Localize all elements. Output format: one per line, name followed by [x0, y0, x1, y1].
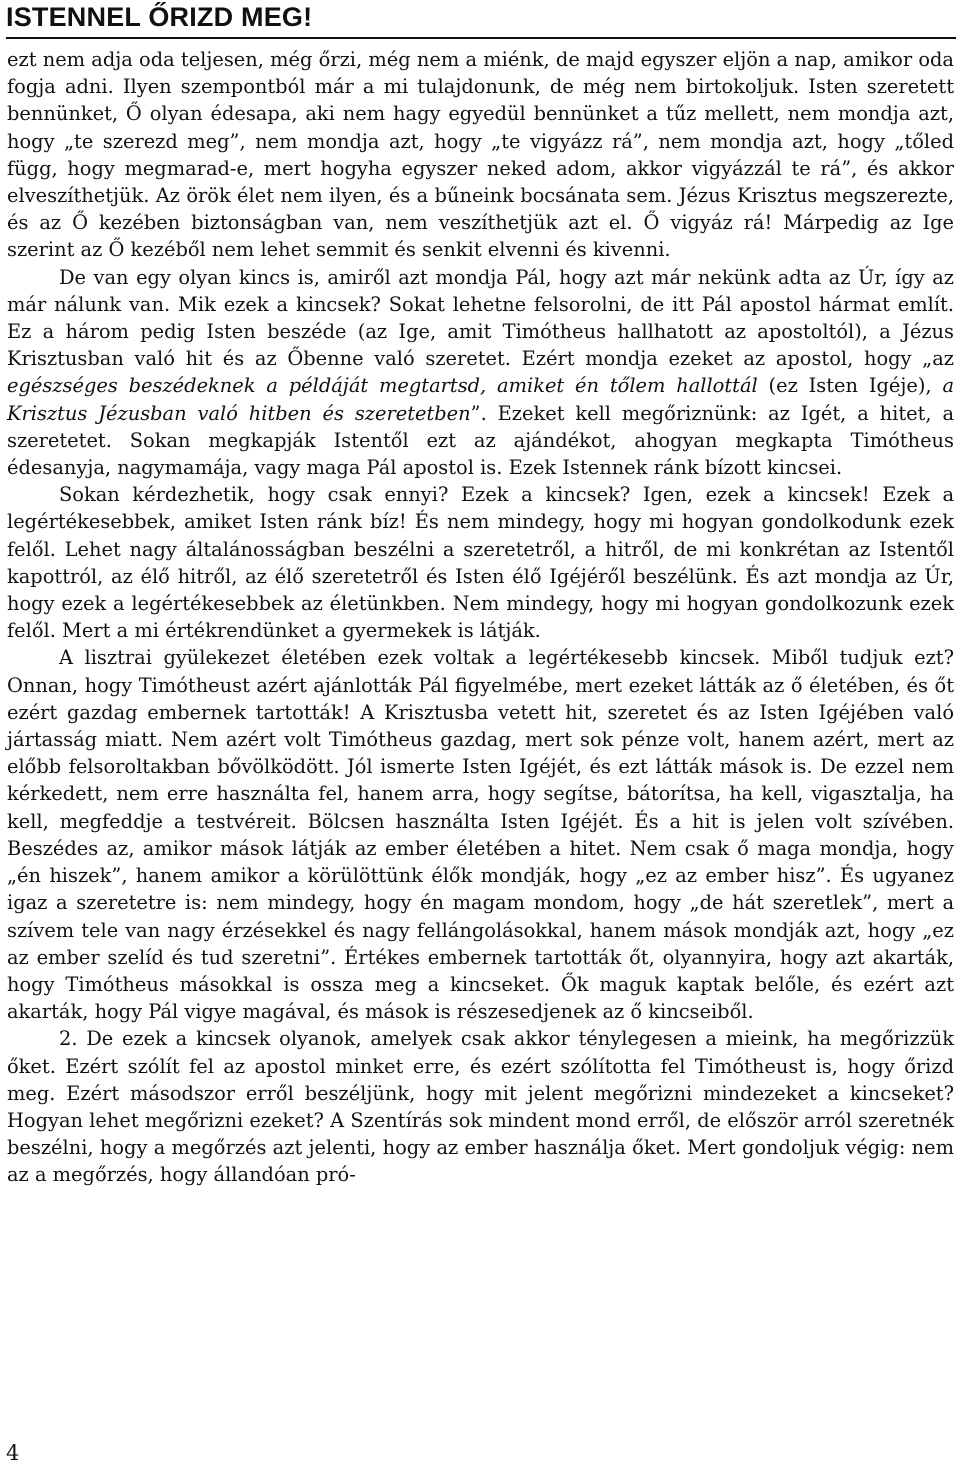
page-number: 4 [6, 1441, 20, 1465]
paragraph-4: A lisztrai gyülekezet életében ezek voltak a legértékesebb kincsek. Miből tudjuk ezt? Onnan, hogy Timótheust azért ajánlották Pál figyelmébe, mert ezeket látták az ő életében, és őt ezért gazdag embernek tartották! A Krisztusba vetett hit, szeretet és az Isten Igéjében való jártasság miatt. Nem azért volt Timótheus gazdag, mert sok pénze volt, hanem azért, mert az előbb felsoroltakban bővölködött. Jól ismerte Isten Igéjét, és ezt látták mások is. De ezzel nem kérkedett, nem erre használta fel, hanem arra, hogy segítse, bátorítsa, ha kell, vigasztalja, ha kell, megfeddje a testvéreit. Bölcsen használta Isten Igéjét. És a hit is jelen volt szívében. Beszédes az, amikor mások látják az ember életében a hitet. Nem csak ő maga mondja, hogy „én hiszek”, hanem amikor a körülöttünk élők mondják, hogy „ez az ember hisz”. És ugyanez igaz a szeretetre is: nem mindegy, hogy én magam mondom, hogy „de hát szeretlek”, mert a szívem tele van nagy érzésekkel és nagy fellángolásokkal, hanem mások mondják azt, hogy „ez az ember szelíd és tud szeretni”. Értékes embernek tartották őt, olyannyira, hogy azt akarták, hogy Timótheus másokkal is ossza meg a kincseket. Ők maguk kaptak belőle, és ezért azt akarták, hogy Pál vigye magával, és mások is részesedjenek az ő kincseiből. [7, 646, 954, 1024]
paragraph-2-text: (ez Isten Igéje), [757, 374, 943, 398]
paragraph-2-quote-2: a Krisztus Jézusban való hitben és szeretetben [7, 374, 954, 425]
paragraph-5: 2. De ezek a kincsek olyanok, amelyek csak akkor ténylegesen a mieink, ha megőrizzük őket. Ezért szólít fel az apostol minket erre, és ezért szólította fel Timótheust is, hogy őrizd meg. Ezért másodszor erről beszéljünk, hogy mit jelent megőrizni mindezeket a kincseket? Hogyan lehet megőrizni ezeket? A Szentírás sok mindent mond erről, de először arról szeretnék beszélni, hogy a megőrzés azt jelenti, hogy az ember használja őket. Mert gondoljuk végig: nem az a megőrzés, hogy állandóan pró- [7, 1027, 954, 1187]
paragraph-2 [7, 264, 954, 482]
paragraph-3: Sokan kérdezhetik, hogy csak ennyi? Ezek a kincsek? Igen, ezek a kincsek! Ezek a legértékesebbek, amiket Isten ránk bíz! És nem mindegy, hogy mi hogyan gondolkodunk ezek felől. Lehet nagy általánosságban beszélni a szeretetről, a hitről, de mi konkrétan az Istentől kapottról, az élő hitről, az élő szeretetről és Isten élő Igéjéről beszélünk. És azt mondja az Úr, hogy ezek a legértékesebbek az életünkben. Nem mindegy, hogy mi hogyan gondolkozunk ezek felől. Mert a mi értékrendünket a gyermekek is látják. [7, 483, 954, 643]
header-rule [6, 37, 956, 39]
paragraph-2-quote-1: egészséges beszédeknek a példáját megtartsd, amiket én tőlem hallottál [7, 374, 758, 398]
paragraph-2-text: ”. Ezeket kell megőriznünk: az Igét, a hitet, a szeretetet. Sokan megkapják Istentől ezt az ajándékot, ahogyan megkapta Timótheus édesanyja, nagymamája, vagy maga Pál apostol is. Ezek Istennek ránk bízott kincsei. [7, 401, 955, 480]
body-text [7, 46, 954, 1189]
page-title: ISTENNEL ŐRIZD MEG! [6, 2, 313, 32]
paragraph-1: ezt nem adja oda teljesen, még őrzi, még nem a miénk, de majd egyszer eljön a nap, amikor oda fogja adni. Ilyen szempontból már a mi tulajdonunk, de még nem birtokoljuk. Isten szeretett bennünket, Ő olyan édesapa, aki nem hagy egyedül bennünket a tűz mellett, nem mondja azt, hogy „te szerezd meg”, nem mondja azt, hogy „te vigyázz rá”, nem mondja azt, hogy „tőled függ, hogy megmarad-e, mert hogyha egyszer neked adom, akkor vigyázzál te rá”, és akkor elveszíthetjük. Az örök élet nem ilyen, és a bűneink bocsánata sem. Jézus Krisztus megszerezte, és az Ő kezében biztonságban van, nem veszíthetjük azt el. Ő vigyáz rá! Márpedig az Ige szerint az Ő kezéből nem lehet semmit és senkit elvenni és kivenni. [7, 48, 954, 262]
paragraph-2-text: De van egy olyan kincs is, amiről azt mondja Pál, hogy azt már nekünk adta az Úr, így az már nálunk van. Mik ezek a kincsek? Sokat lehetne felsorolni, de itt Pál apostol hármat említ. Ez a három pedig Isten beszéde (az Ige, amit Timótheus hallhatott az apostoltól), a Jézus Krisztusban való hit és az Őbenne való szeretet. Ezért mondja ezeket az apostol, hogy „az [7, 265, 954, 371]
